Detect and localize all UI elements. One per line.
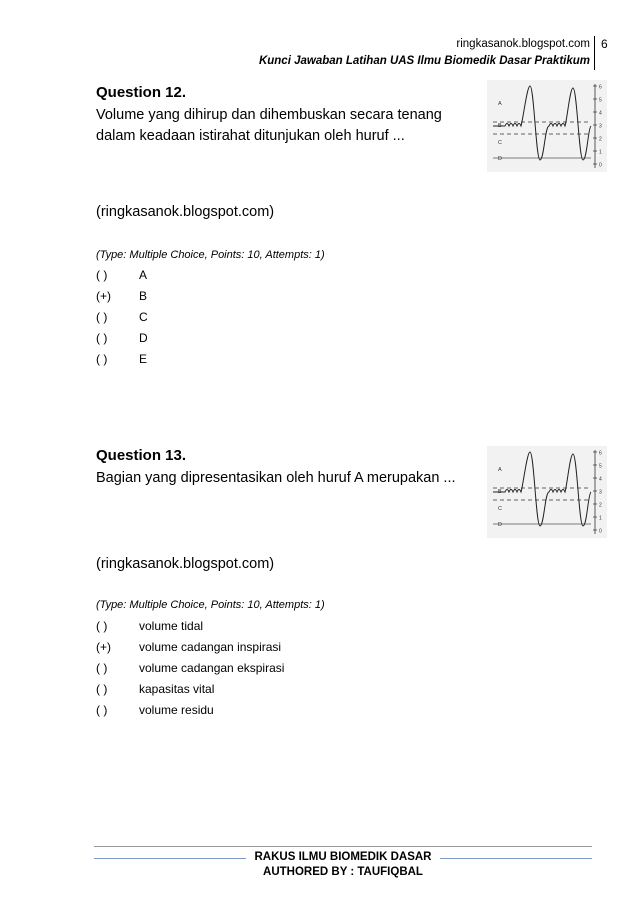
option-label: E [139,352,148,366]
page-header [259,36,590,70]
option-mark: ( ) [96,352,108,366]
option-mark: ( ) [96,682,108,696]
question-title: Question 12. [96,84,187,101]
option-row[interactable] [96,289,147,303]
lung-volume-diagram [487,80,607,172]
diagram-tick-label: 3 [599,123,602,130]
option-mark: ( ) [96,310,108,324]
option-label: B [139,289,148,303]
diagram-tick-label: 0 [599,528,602,535]
option-row[interactable] [96,661,284,675]
diagram-region-label: D [498,522,502,528]
option-row[interactable] [96,682,214,696]
diagram-region-label: A [498,467,502,473]
diagram-tick-label: 1 [599,515,602,522]
option-label: volume cadangan inspirasi [139,640,282,654]
diagram-region-label: C [498,140,502,146]
diagram-region-label: B [498,123,502,129]
option-mark: (+) [96,640,111,654]
footer-rule-left [94,858,246,859]
diagram-tick-label: 2 [599,502,602,509]
option-mark: ( ) [96,619,108,633]
option-mark: (+) [96,289,111,303]
option-mark: ( ) [96,331,108,345]
diagram-tick-label: 4 [599,110,602,117]
diagram-tick-label: 5 [599,97,602,104]
option-row[interactable] [96,331,148,345]
question-source: (ringkasanok.blogspot.com) [96,556,275,572]
diagram-tick-label: 2 [599,136,602,143]
option-label: volume cadangan ekspirasi [139,661,285,675]
option-row[interactable] [96,619,203,633]
diagram-tick-label: 3 [599,489,602,496]
question-12 [96,84,476,147]
diagram-tick-label: 6 [599,84,602,91]
option-label: A [139,268,148,282]
option-mark: ( ) [96,661,108,675]
option-label: D [139,331,148,345]
option-row[interactable] [96,703,214,717]
question-13 [96,447,476,489]
option-row[interactable] [96,310,148,324]
footer-rule-right [440,858,592,859]
footer-rule [94,846,592,847]
diagram-region-label: A [498,101,502,107]
diagram-tick-label: 5 [599,463,602,470]
question-meta: (Type: Multiple Choice, Points: 10, Attempts: 1) [96,599,325,611]
option-row[interactable] [96,268,147,282]
option-row[interactable] [96,640,281,654]
option-row[interactable] [96,352,147,366]
diagram-region-label: D [498,156,502,162]
option-mark: ( ) [96,268,108,282]
diagram-tick-label: 1 [599,149,602,156]
option-mark: ( ) [96,703,108,717]
option-label: volume tidal [139,619,204,633]
footer-line-2: AUTHORED BY : TAUFIQBAL [263,866,423,878]
option-label: C [139,310,148,324]
header-site: ringkasanok.blogspot.com [456,38,590,50]
option-label: volume residu [139,703,214,717]
question-text: Volume yang dihirup dan dihembuskan secara tenang dalam keadaan istirahat ditunjukan oleh huruf ... [96,107,442,144]
page-footer [246,850,440,880]
page-number: 6 [594,36,620,70]
footer-line-1: RAKUS ILMU BIOMEDIK DASAR [254,851,432,863]
diagram-tick-label: 6 [599,450,602,457]
question-text: Bagian yang dipresentasikan oleh huruf A merupakan ... [96,470,456,486]
question-title: Question 13. [96,447,187,464]
header-subtitle: Kunci Jawaban Latihan UAS Ilmu Biomedik Dasar Praktikum [258,55,590,67]
lung-volume-diagram [487,446,607,538]
option-label: kapasitas vital [139,682,215,696]
diagram-region-label: B [498,489,502,495]
diagram-tick-label: 0 [599,162,602,169]
question-meta: (Type: Multiple Choice, Points: 10, Attempts: 1) [96,249,325,261]
diagram-tick-label: 4 [599,476,602,483]
question-source: (ringkasanok.blogspot.com) [96,204,275,220]
diagram-region-label: C [498,506,502,512]
